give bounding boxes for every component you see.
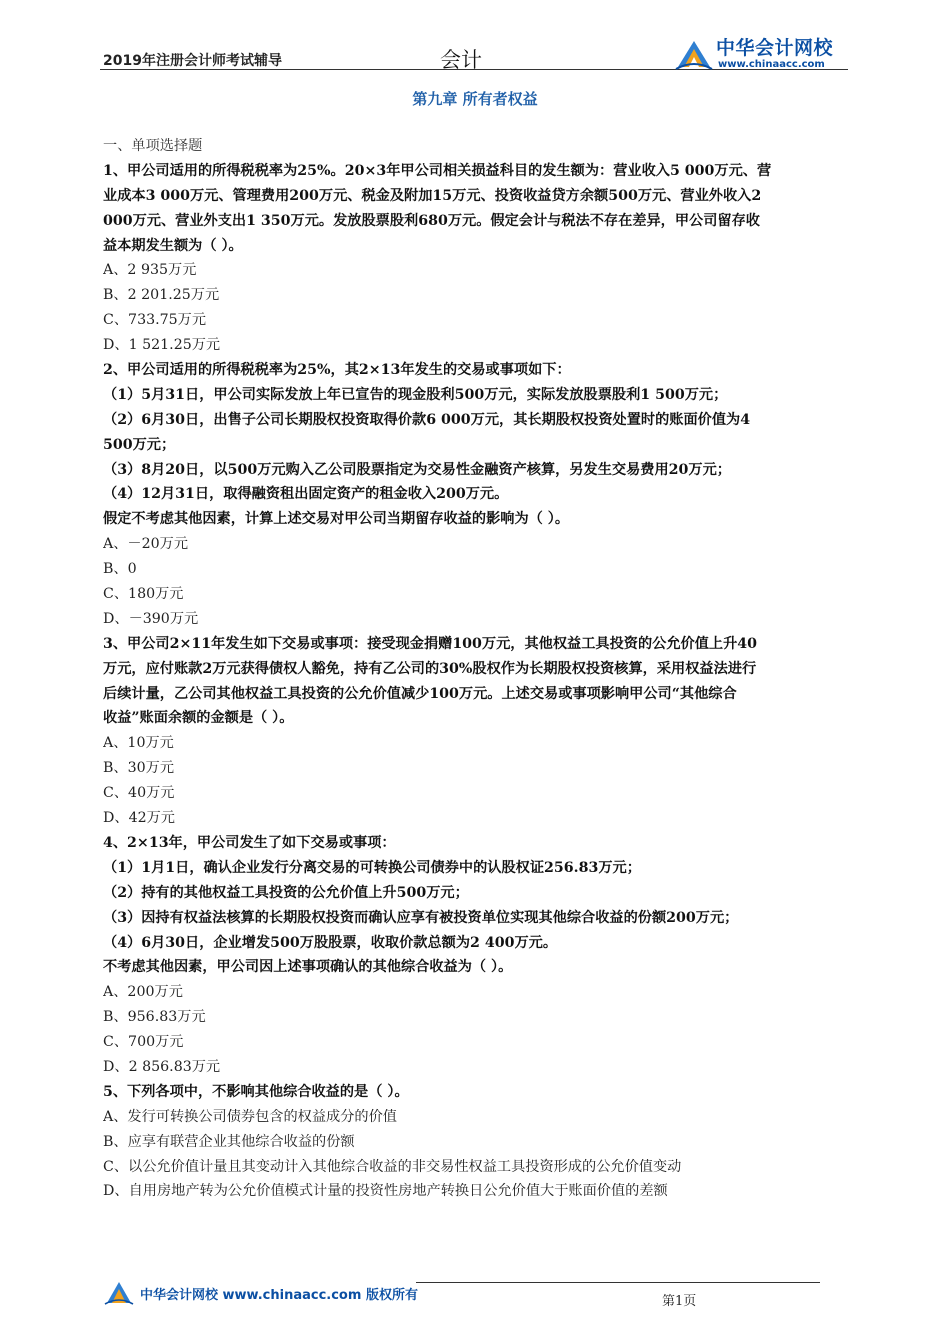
question-text: （2）持有的其他权益工具投资的公允价值上升500万元； [103, 884, 469, 901]
answer-option: B、956.83万元 [103, 1009, 206, 1026]
answer-option: B、0 [103, 561, 137, 578]
answer-option: A、－20万元 [103, 536, 189, 553]
answer-option: B、2 201.25万元 [103, 287, 220, 304]
answer-option: B、30万元 [103, 760, 175, 777]
question-text: 益本期发生额为（ ）。 [103, 237, 243, 254]
footer-logo-icon [104, 1278, 134, 1306]
question-text: （1）1月1日，确认企业发行分离交易的可转换公司债券中的认股权证256.83万元； [103, 859, 641, 876]
answer-option: D、1 521.25万元 [103, 337, 221, 354]
chapter-title: 第九章 所有者权益 [412, 90, 538, 108]
answer-option: A、2 935万元 [103, 262, 197, 279]
question-text: 万元，应付账款2万元获得债权人豁免，持有乙公司的30%股权作为长期股权投资核算，采用权益法进行 [103, 660, 757, 677]
site-logo[interactable] [674, 33, 850, 73]
question-text: 4、2×13年，甲公司发生了如下交易或事项： [103, 834, 396, 851]
answer-option: C、以公允价值计量且其变动计入其他综合收益的非交易性权益工具投资形成的公允价值变动 [103, 1158, 682, 1175]
question-text: （3）因持有权益法核算的长期股权投资而确认应享有被投资单位实现其他综合收益的份额200万元； [103, 909, 739, 926]
header-subject: 会计 [440, 48, 482, 72]
logo-url: www.chinaacc.com [718, 59, 825, 70]
answer-option: A、10万元 [103, 735, 174, 752]
footer-copyright: 中华会计网校 www.chinaacc.com 版权所有 [140, 1288, 418, 1303]
answer-option: C、700万元 [103, 1034, 184, 1051]
document-body [103, 134, 851, 1204]
question-text: （4）12月31日，取得融资租出固定资产的租金收入200万元。 [103, 486, 509, 503]
question-text: 2、甲公司适用的所得税税率为25%，其2×13年发生的交易或事项如下： [103, 362, 571, 379]
question-text: 1、甲公司适用的所得税税率为25%。20×3年甲公司相关损益科目的发生额为：营业收入5 000万元、营 [103, 162, 772, 179]
question-text: （2）6月30日，出售子公司长期股权投资取得价款6 000万元，其长期股权投资处置时的账面价值为4 [103, 411, 751, 428]
question-text: （1）5月31日，甲公司实际发放上年已宣告的现金股利500万元，实际发放股票股利1 500万元； [103, 386, 728, 403]
question-text: 业成本3 000万元、管理费用200万元、税金及附加15万元、投资收益贷方余额500万元、营业外收入2 [103, 187, 762, 204]
question-text: 500万元； [103, 436, 176, 453]
question-text: 后续计量，乙公司其他权益工具投资的公允价值减少100万元。上述交易或事项影响甲公司“其他综合 [103, 685, 737, 702]
question-text: 不考虑其他因素，甲公司因上述事项确认的其他综合收益为（ ）。 [103, 959, 513, 976]
question-text: 假定不考虑其他因素，计算上述交易对甲公司当期留存收益的影响为（ ）。 [103, 511, 570, 528]
question-text: 000万元、营业外支出1 350万元。发放股票股利680万元。假定会计与税法不存在差异，甲公司留存收 [103, 212, 760, 229]
answer-option: D、42万元 [103, 810, 175, 827]
answer-option: C、40万元 [103, 785, 175, 802]
answer-option: D、自用房地产转为公允价值模式计量的投资性房地产转换日公允价值大于账面价值的差额 [103, 1183, 668, 1200]
question-text: 5、下列各项中，不影响其他综合收益的是（ ）。 [103, 1083, 409, 1100]
header-left-title: 2019年注册会计师考试辅导 [103, 53, 282, 69]
answer-option: C、733.75万元 [103, 312, 207, 329]
logo-mark-icon [674, 35, 714, 71]
answer-option: A、发行可转换公司债券包含的权益成分的价值 [103, 1108, 397, 1125]
answer-option: C、180万元 [103, 586, 184, 603]
answer-option: B、应享有联营企业其他综合收益的份额 [103, 1133, 355, 1150]
logo-name: 中华会计网校 [716, 37, 834, 59]
page-number: 第1页 [662, 1294, 697, 1309]
answer-option: D、2 856.83万元 [103, 1058, 221, 1075]
answer-option: A、200万元 [103, 984, 183, 1001]
question-text: 3、甲公司2×11年发生如下交易或事项：接受现金捐赠100万元，其他权益工具投资的公允价值上升40 [103, 635, 758, 652]
question-text: （3）8月20日，以500万元购入乙公司股票指定为交易性金融资产核算，另发生交易费用20万元； [103, 461, 731, 478]
question-text: 收益”账面余额的金额是（ ）。 [103, 710, 294, 727]
question-text: （4）6月30日，企业增发500万股股票，收取价款总额为2 400万元。 [103, 934, 558, 951]
section-heading: 一、单项选择题 [103, 138, 203, 154]
footer-rule [416, 1282, 820, 1283]
answer-option: D、－390万元 [103, 610, 199, 627]
